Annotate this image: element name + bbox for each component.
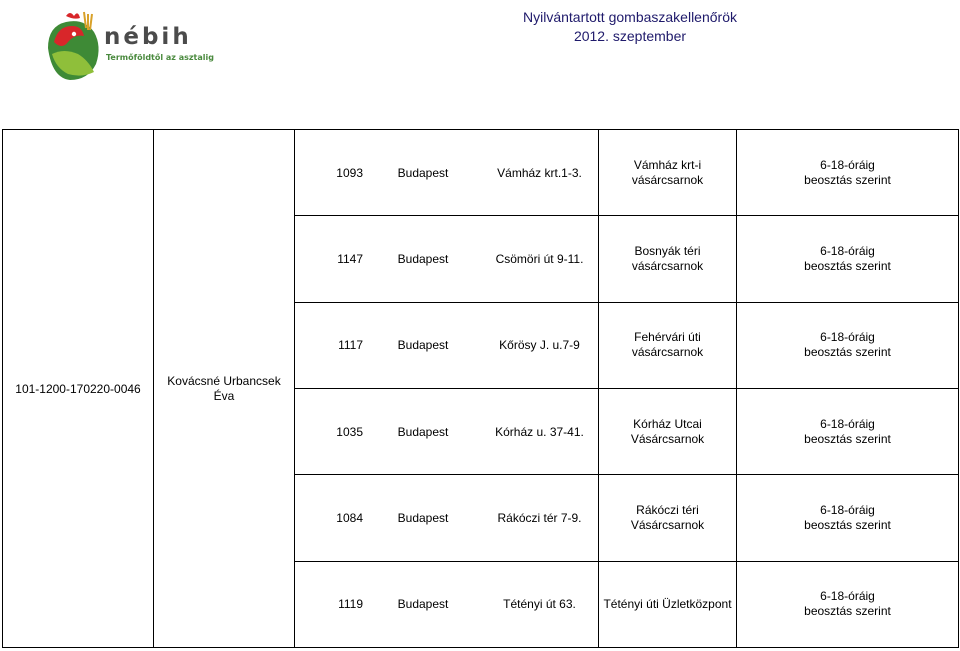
hours-line: 6-18-óráig [820, 416, 875, 431]
city: Budapest [397, 338, 449, 353]
hours-line: 6-18-óráig [820, 157, 875, 172]
hours-line: 6-18-óráig [820, 330, 875, 345]
city: Budapest [397, 510, 449, 525]
address-cell [295, 216, 599, 302]
table-row [3, 130, 959, 216]
hours-line: beosztás szerint [804, 345, 891, 360]
place-line: vásárcsarnok [631, 345, 704, 360]
address-cell [295, 302, 599, 388]
place-line: vásárcsarnok [631, 172, 704, 187]
opening-hours [737, 302, 959, 388]
market-place [599, 475, 737, 561]
opening-hours [737, 216, 959, 302]
nebih-logo [44, 8, 214, 84]
page-title: Nyilvántartott gombaszakellenőrök [523, 9, 737, 25]
hours-line: beosztás szerint [804, 258, 891, 273]
city: Budapest [397, 251, 449, 266]
place-line: Vámház krt-i [633, 157, 702, 172]
hours-line: beosztás szerint [804, 604, 891, 619]
address-cell [295, 388, 599, 474]
opening-hours [737, 388, 959, 474]
place-line: Kórház Utcai [633, 416, 702, 431]
hours-line: beosztás szerint [804, 517, 891, 532]
street: Csömöri út 9-11. [495, 251, 584, 266]
city: Budapest [397, 165, 449, 180]
zip-code: 1093 [336, 165, 363, 180]
page-date: 2012. szeptember [573, 28, 687, 44]
market-place [599, 561, 737, 647]
market-place [599, 302, 737, 388]
inspector-table [2, 129, 959, 648]
street: Rákóczi tér 7-9. [497, 510, 582, 525]
address-cell [295, 130, 599, 216]
hours-line: 6-18-óráig [820, 502, 875, 517]
place-line: Vásárcsarnok [630, 517, 705, 532]
zip-code: 1147 [337, 251, 363, 266]
place-line: Tétényi úti Üzletközpont [603, 596, 732, 611]
zip-code: 1117 [338, 338, 363, 353]
place-line: Vásárcsarnok [630, 431, 705, 446]
city: Budapest [397, 424, 449, 439]
page-header [300, 8, 960, 46]
street: Kórház u. 37-41. [495, 424, 584, 439]
zip-code: 1119 [338, 597, 363, 612]
hours-line: beosztás szerint [804, 172, 891, 187]
place-line: Bosnyák téri [634, 243, 701, 258]
hours-line: 6-18-óráig [820, 243, 875, 258]
street: Tétényi út 63. [503, 597, 576, 612]
street: Vámház krt.1-3. [497, 165, 582, 180]
inspector-id: 101-1200-170220-0046 [3, 130, 154, 648]
opening-hours [737, 561, 959, 647]
market-place [599, 216, 737, 302]
hours-line: beosztás szerint [804, 431, 891, 446]
city: Budapest [397, 597, 449, 612]
opening-hours [737, 475, 959, 561]
place-line: Rákóczi téri [636, 502, 699, 517]
place-line: vásárcsarnok [631, 258, 704, 273]
zip-code: 1084 [336, 510, 363, 525]
zip-code: 1035 [336, 424, 363, 439]
hours-line: 6-18-óráig [820, 589, 875, 604]
opening-hours [737, 130, 959, 216]
rooster-logo-icon [44, 8, 104, 84]
inspector-name-line: Éva [213, 388, 235, 403]
inspector-name-line: Kovácsné Urbancsek [167, 373, 281, 388]
place-line: Fehérvári úti [634, 330, 701, 345]
logo-tagline: Termőföldtől az asztalig [106, 53, 214, 62]
address-cell [295, 561, 599, 647]
market-place [599, 388, 737, 474]
inspector-name [154, 130, 295, 648]
logo-wordmark: nébih [104, 24, 192, 50]
market-place [599, 130, 737, 216]
address-cell [295, 475, 599, 561]
street: Kőrösy J. u.7-9 [499, 338, 580, 353]
